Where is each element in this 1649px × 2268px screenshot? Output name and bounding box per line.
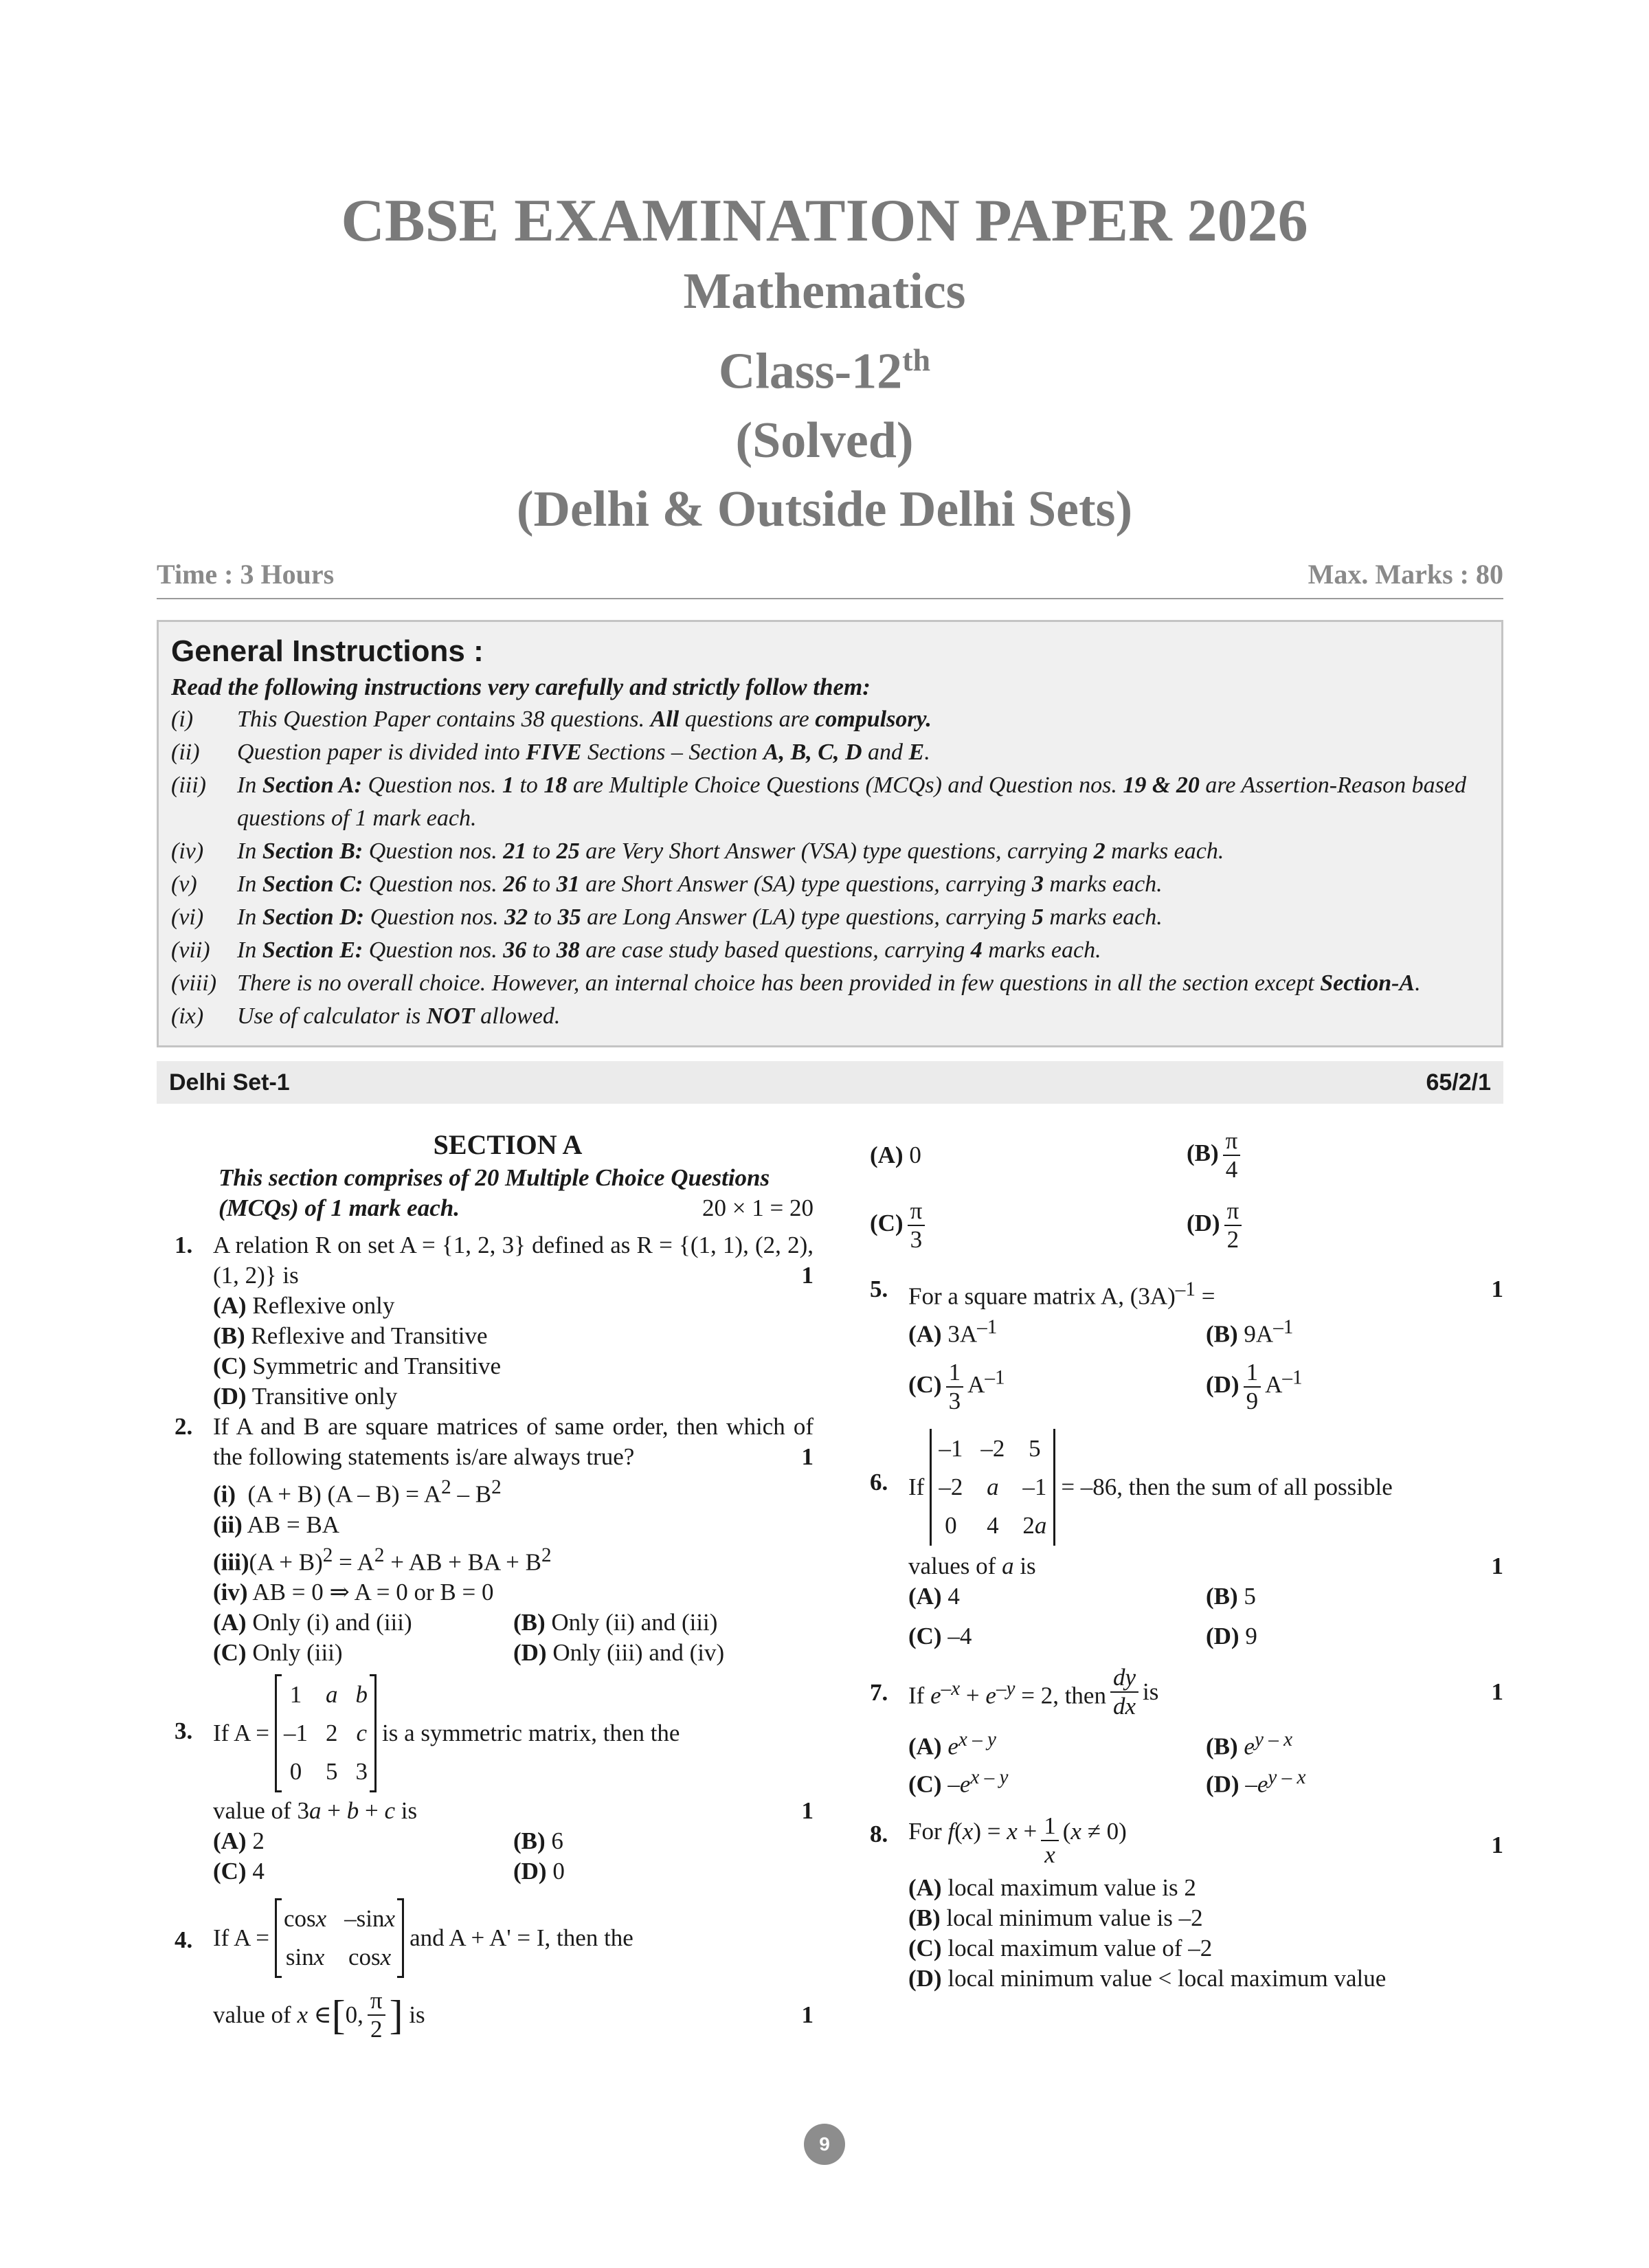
option-a: (A) 2	[213, 1827, 265, 1855]
option-d: (D) 0	[513, 1858, 565, 1885]
option-d: (D) Only (iii) and (iv)	[513, 1639, 725, 1667]
set-name: Delhi Set-1	[169, 1069, 290, 1096]
left-column	[175, 1127, 814, 2043]
instruction-number: (vii)	[171, 937, 210, 963]
option-a: (A) $3A^{-1}$	[908, 1315, 998, 1348]
option-d: (D) 9	[1206, 1623, 1257, 1650]
option-a: (A) local maximum value is 2	[908, 1874, 1196, 1901]
option-b: (B) 5	[1206, 1583, 1256, 1610]
option-c: (C) Symmetric and Transitive	[213, 1353, 501, 1379]
general-instructions	[157, 620, 1503, 1047]
instruction-number: (v)	[171, 871, 197, 897]
instruction-item	[171, 835, 1489, 868]
option-d: (D) $-e^{y - x}$	[1206, 1766, 1306, 1798]
option-a: (A) Only (i) and (iii)	[213, 1609, 412, 1636]
instruction-number: (ix)	[171, 1003, 204, 1029]
instruction-item	[171, 868, 1489, 901]
instruction-item	[171, 1000, 1489, 1033]
question-1: 1. A relation R on set A = {1, 2, 3} defined as R = {(1, 1), (2, 2), (1, 2)} is 1 (A) Reflexive only (B) Reflexive and Transitive (C) Symmetric and Transitive (D) Transitive only	[175, 1230, 814, 1412]
matrix: cosx –sinx sinx cosx	[275, 1899, 404, 1977]
paper-class: Class-12th	[718, 342, 931, 400]
determinant: –1 –2 5 –2 a –1 0 4 2a	[930, 1429, 1055, 1546]
instruction-text: In Section C: Question nos. 26 to 31 are Short Answer (SA) type questions, carrying 3 marks each.	[237, 871, 1163, 897]
instruction-item	[171, 736, 1489, 769]
option-d: (D) $\frac{\pi}{2}$	[1187, 1197, 1503, 1254]
option-d: (D) local minimum value < local maximum value	[908, 1964, 1387, 1992]
option-b: (B) $9A^{-1}$	[1206, 1315, 1294, 1348]
instruction-number: (vi)	[171, 904, 204, 930]
divider	[157, 598, 1503, 599]
option-b: (B) local minimum value is –2	[908, 1904, 1203, 1931]
instruction-number: (viii)	[171, 970, 217, 996]
section-marks: 20 × 1 = 20	[702, 1194, 814, 1221]
question-3: 3. If A = 1 a b –1 2 c 0 5 3 is a symmetric matrix, then the value of 3a + b + c is 1 (A) 2 (B) 6 (C) 4 (D) 0	[175, 1675, 814, 1887]
paper-title: CBSE EXAMINATION PAPER 2026	[341, 188, 1308, 254]
paper-subject: Mathematics	[683, 263, 966, 320]
instruction-item	[171, 703, 1489, 736]
option-a: (A) 4	[908, 1583, 960, 1610]
option-b: (B) Only (ii) and (iii)	[513, 1609, 718, 1636]
instruction-item	[171, 769, 1489, 835]
paper-solved: (Solved)	[735, 412, 914, 469]
question-4-options	[870, 1127, 1503, 1254]
instruction-text: In Section B: Question nos. 21 to 25 are Very Short Answer (VSA) type questions, carrying 2 marks each.	[237, 838, 1224, 864]
option-a: (A) $e^{x - y}$	[908, 1728, 996, 1760]
instruction-item	[171, 934, 1489, 967]
matrix: 1 a b –1 2 c 0 5 3	[275, 1675, 377, 1792]
option-b: (B) Reflexive and Transitive	[213, 1322, 488, 1349]
instruction-number: (i)	[171, 707, 194, 732]
instruction-item	[171, 901, 1489, 934]
instruction-text: This Question Paper contains 38 questions. All questions are compulsory.	[237, 707, 932, 732]
set-code: 65/2/1	[1426, 1069, 1491, 1096]
exam-meta	[157, 558, 1503, 590]
option-c: (C) $\frac{\pi}{3}$	[870, 1197, 1187, 1254]
instructions-intro: Read the following instructions very carefully and strictly follow them:	[171, 674, 871, 700]
instruction-number: (ii)	[171, 740, 200, 765]
instruction-number: (iii)	[171, 772, 206, 798]
instruction-text: There is no overall choice. However, an internal choice has been provided in few questions in all the section except Section-A.	[237, 970, 1421, 996]
option-d: (D) $\frac{1}{9}$ $A^{-1}$	[1206, 1359, 1303, 1415]
option-d: (D) Transitive only	[213, 1383, 398, 1410]
option-c: (C) local maximum value of –2	[908, 1934, 1213, 1961]
instruction-text: Use of calculator is NOT allowed.	[237, 1003, 561, 1029]
question-7: 7. If $e^{-x} + e^{-y} = 2$, then $\frac{dy}{dx}$ is 1 (A) $e^{x - y}$ (B) $e^{y - x}$ (C) $-e^{x - y}$ (D) $-e^{y - x}$	[870, 1664, 1503, 1799]
question-8: 8. For f(x) = x + $\frac{1}{x}$ (x ≠ 0) 1 (A) local maximum value is 2 (B) local minimum value is –2 (C) local maximum value of –2 (D) local minimum value < local maximum value	[870, 1816, 1503, 1994]
option-b: (B) $\frac{\pi}{4}$	[1187, 1127, 1503, 1183]
instruction-text: In Section E: Question nos. 36 to 38 are case study based questions, carrying 4 marks each.	[237, 937, 1101, 963]
section-title: SECTION A	[433, 1129, 583, 1160]
instruction-text: In Section A: Question nos. 1 to 18 are Multiple Choice Questions (MCQs) and Question nos. 19 & 20 are Assertion-Reason based questions of 1 mark each.	[237, 772, 1467, 831]
option-b: (B) 6	[513, 1827, 563, 1855]
set-bar	[157, 1061, 1503, 1104]
option-b: (B) $e^{y - x}$	[1206, 1728, 1293, 1760]
option-c: (C) 4	[213, 1858, 265, 1885]
instructions-list	[171, 703, 1489, 1033]
option-c: (C) $-e^{x - y}$	[908, 1766, 1009, 1798]
paper-sets: (Delhi & Outside Delhi Sets)	[516, 480, 1133, 537]
instruction-item	[171, 967, 1489, 1000]
page-number: 9	[804, 2124, 845, 2165]
marks-label: Max. Marks : 80	[1308, 559, 1503, 590]
option-c: (C) –4	[908, 1623, 972, 1650]
instruction-text: Question paper is divided into FIVE Sections – Section A, B, C, D and E.	[237, 740, 930, 765]
time-label: Time : 3 Hours	[157, 559, 335, 590]
instruction-number: (iv)	[171, 838, 204, 864]
question-5: 5. For a square matrix A, $(3A)^{-1}$ = 1 (A) $3A^{-1}$ (B) $9A^{-1}$ (C) $\frac{1}{3}$ $A^{-1}$ (D) $\frac{1}{9}$ $A^{-1}$	[870, 1276, 1503, 1415]
instructions-title: General Instructions :	[171, 634, 484, 668]
option-a: (A) Reflexive only	[213, 1292, 395, 1319]
right-column	[870, 1127, 1503, 1994]
option-c: (C) $\frac{1}{3}$ $A^{-1}$	[908, 1359, 1005, 1415]
question-6: 6. If –1 –2 5 –2 a –1 0 4 2a = –86, then the sum of all possible values of a is 1 (A) 4 (B) 5 (C) –4 (D) 9	[870, 1429, 1503, 1652]
question-4: 4. If A = cosx –sinx sinx cosx and A + A' = I, then the value of x ∈ [ 0, $\frac{\pi}{2}$ ] is 1	[175, 1899, 814, 2043]
option-a: (A) 0	[870, 1142, 921, 1168]
paper-header	[0, 186, 1649, 544]
section-description: This section comprises of 20 Multiple Choice Questions (MCQs) of 1 mark each. 20 × 1 = 20	[218, 1163, 814, 1223]
option-c: (C) Only (iii)	[213, 1639, 343, 1667]
question-2: 2. If A and B are square matrices of same order, then which of the following statements is/are always true? 1 (i) (A + B) $(A - B) = A^2 - B^2$ (ii) AB = BA $(iii)(A + B)^2 = A^2$ + AB + BA + $B^2$ (iv) AB = 0 ⇒ A = 0 or B = 0 (A) Only (i) and (iii) (B) Only (ii) and (iii) (C) Only (iii) (D) Only (iii) and (iv)	[175, 1412, 814, 1668]
instruction-text: In Section D: Question nos. 32 to 35 are Long Answer (LA) type questions, carrying 5 marks each.	[237, 904, 1163, 930]
